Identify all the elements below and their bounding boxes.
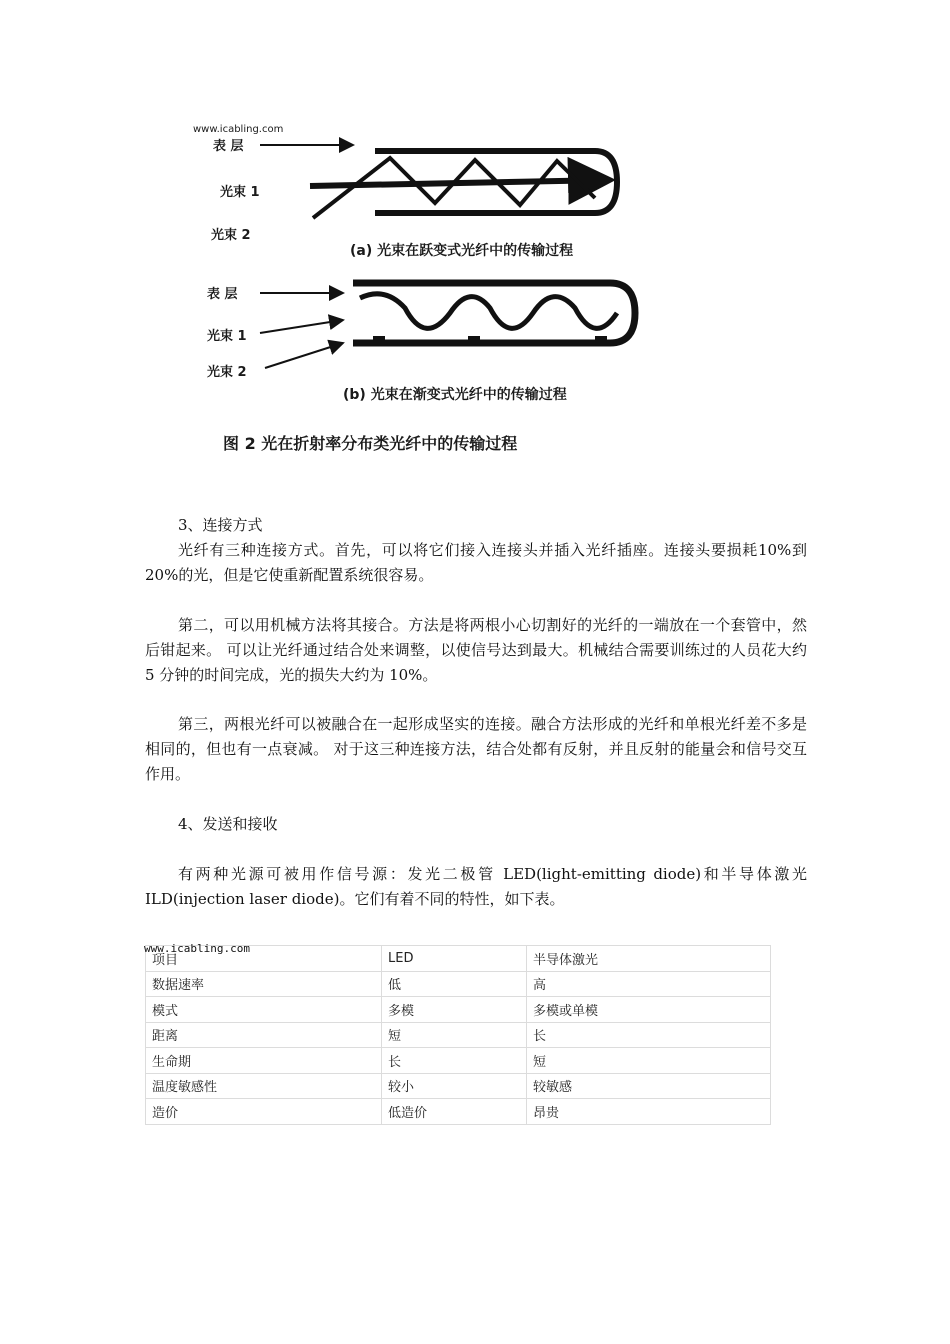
section-3-paragraph-1: 光纤有三种连接方式。首先，可以将它们接入连接头并插入光纤插座。连接头要损耗10%到 20%的光，但是它使重新配置系统很容易。 [145,541,807,584]
section-4-heading: 4、发送和接收 [178,815,278,833]
table-cell: 短 [527,1048,771,1074]
panel-a-caption: (a) 光束在跃变式光纤中的传输过程 [350,243,574,259]
table-cell: 多模 [382,997,527,1023]
section-4-block-1 [145,862,807,912]
section-4-paragraph-1: 有两种光源可被用作信号源：发光二极管 LED(light-emitting diode)和半导体激光ILD(injection laser diode)。它们有着不同的特性，如下表。 [145,865,807,908]
table-cell: 昂贵 [527,1099,771,1125]
section-3-block-3 [145,712,807,787]
section-4 [145,812,807,837]
panel-b-label-beam1: 光束 1 [207,329,247,344]
table-cell: 低 [382,971,527,997]
figure-watermark: www.icabling.com [193,124,284,135]
table-cell: 较小 [382,1073,527,1099]
light-source-comparison-table-wrap [144,942,771,1125]
panel-a-label-cladding: 表 层 [213,139,244,154]
table-cell: 数据速率 [146,971,382,997]
panel-a-label-beam1: 光束 1 [220,185,260,200]
figure-title: 图 2 光在折射率分布类光纤中的传输过程 [223,434,518,453]
table-watermark: www.icabling.com [144,942,250,955]
table-row [146,1099,771,1125]
section-3-paragraph-3: 第三，两根光纤可以被融合在一起形成坚实的连接。融合方法形成的光纤和单根光纤差不多是相同的，但也有一点衰减。 对于这三种连接方法，结合处都有反射，并且反射的能量会和信号交互作用。 [145,715,807,783]
table-cell: 模式 [146,997,382,1023]
table-cell: LED [382,946,527,972]
table-row [146,1022,771,1048]
panel-a-step-index-diagram [211,138,617,243]
table-row [146,1048,771,1074]
table-cell: 较敏感 [527,1073,771,1099]
table-cell: 项目 [146,946,382,972]
table-cell: 长 [527,1022,771,1048]
section-3 [145,513,807,588]
section-3-heading: 3、连接方式 [178,516,263,534]
section-3-block-2 [145,613,807,688]
panel-b-graded-index-diagram [207,283,635,380]
table-cell: 短 [382,1022,527,1048]
panel-b-caption: (b) 光束在渐变式光纤中的传输过程 [343,387,567,403]
table-row [146,971,771,997]
table-cell: 半导体激光 [527,946,771,972]
table-row [146,1073,771,1099]
table-cell: 生命期 [146,1048,382,1074]
table-cell: 造价 [146,1099,382,1125]
section-3-paragraph-2: 第二，可以用机械方法将其接合。方法是将两根小心切割好的光纤的一端放在一个套管中，然后钳起来。 可以让光纤通过结合处来调整，以使信号达到最大。机械结合需要训练过的人员花大约 5 分钟的时间完成，光的损失大约为 10%。 [145,616,807,684]
table-cell: 距离 [146,1022,382,1048]
table-cell: 多模或单模 [527,997,771,1023]
table-cell: 高 [527,971,771,997]
table-row [146,997,771,1023]
table-cell: 温度敏感性 [146,1073,382,1099]
fiber-transmission-figure [185,118,645,468]
table-cell: 低造价 [382,1099,527,1125]
panel-a-label-beam2: 光束 2 [211,228,251,243]
panel-b-label-cladding: 表 层 [207,287,238,302]
panel-b-label-beam2: 光束 2 [207,365,247,380]
table-cell: 长 [382,1048,527,1074]
light-source-comparison-table [145,945,771,1125]
